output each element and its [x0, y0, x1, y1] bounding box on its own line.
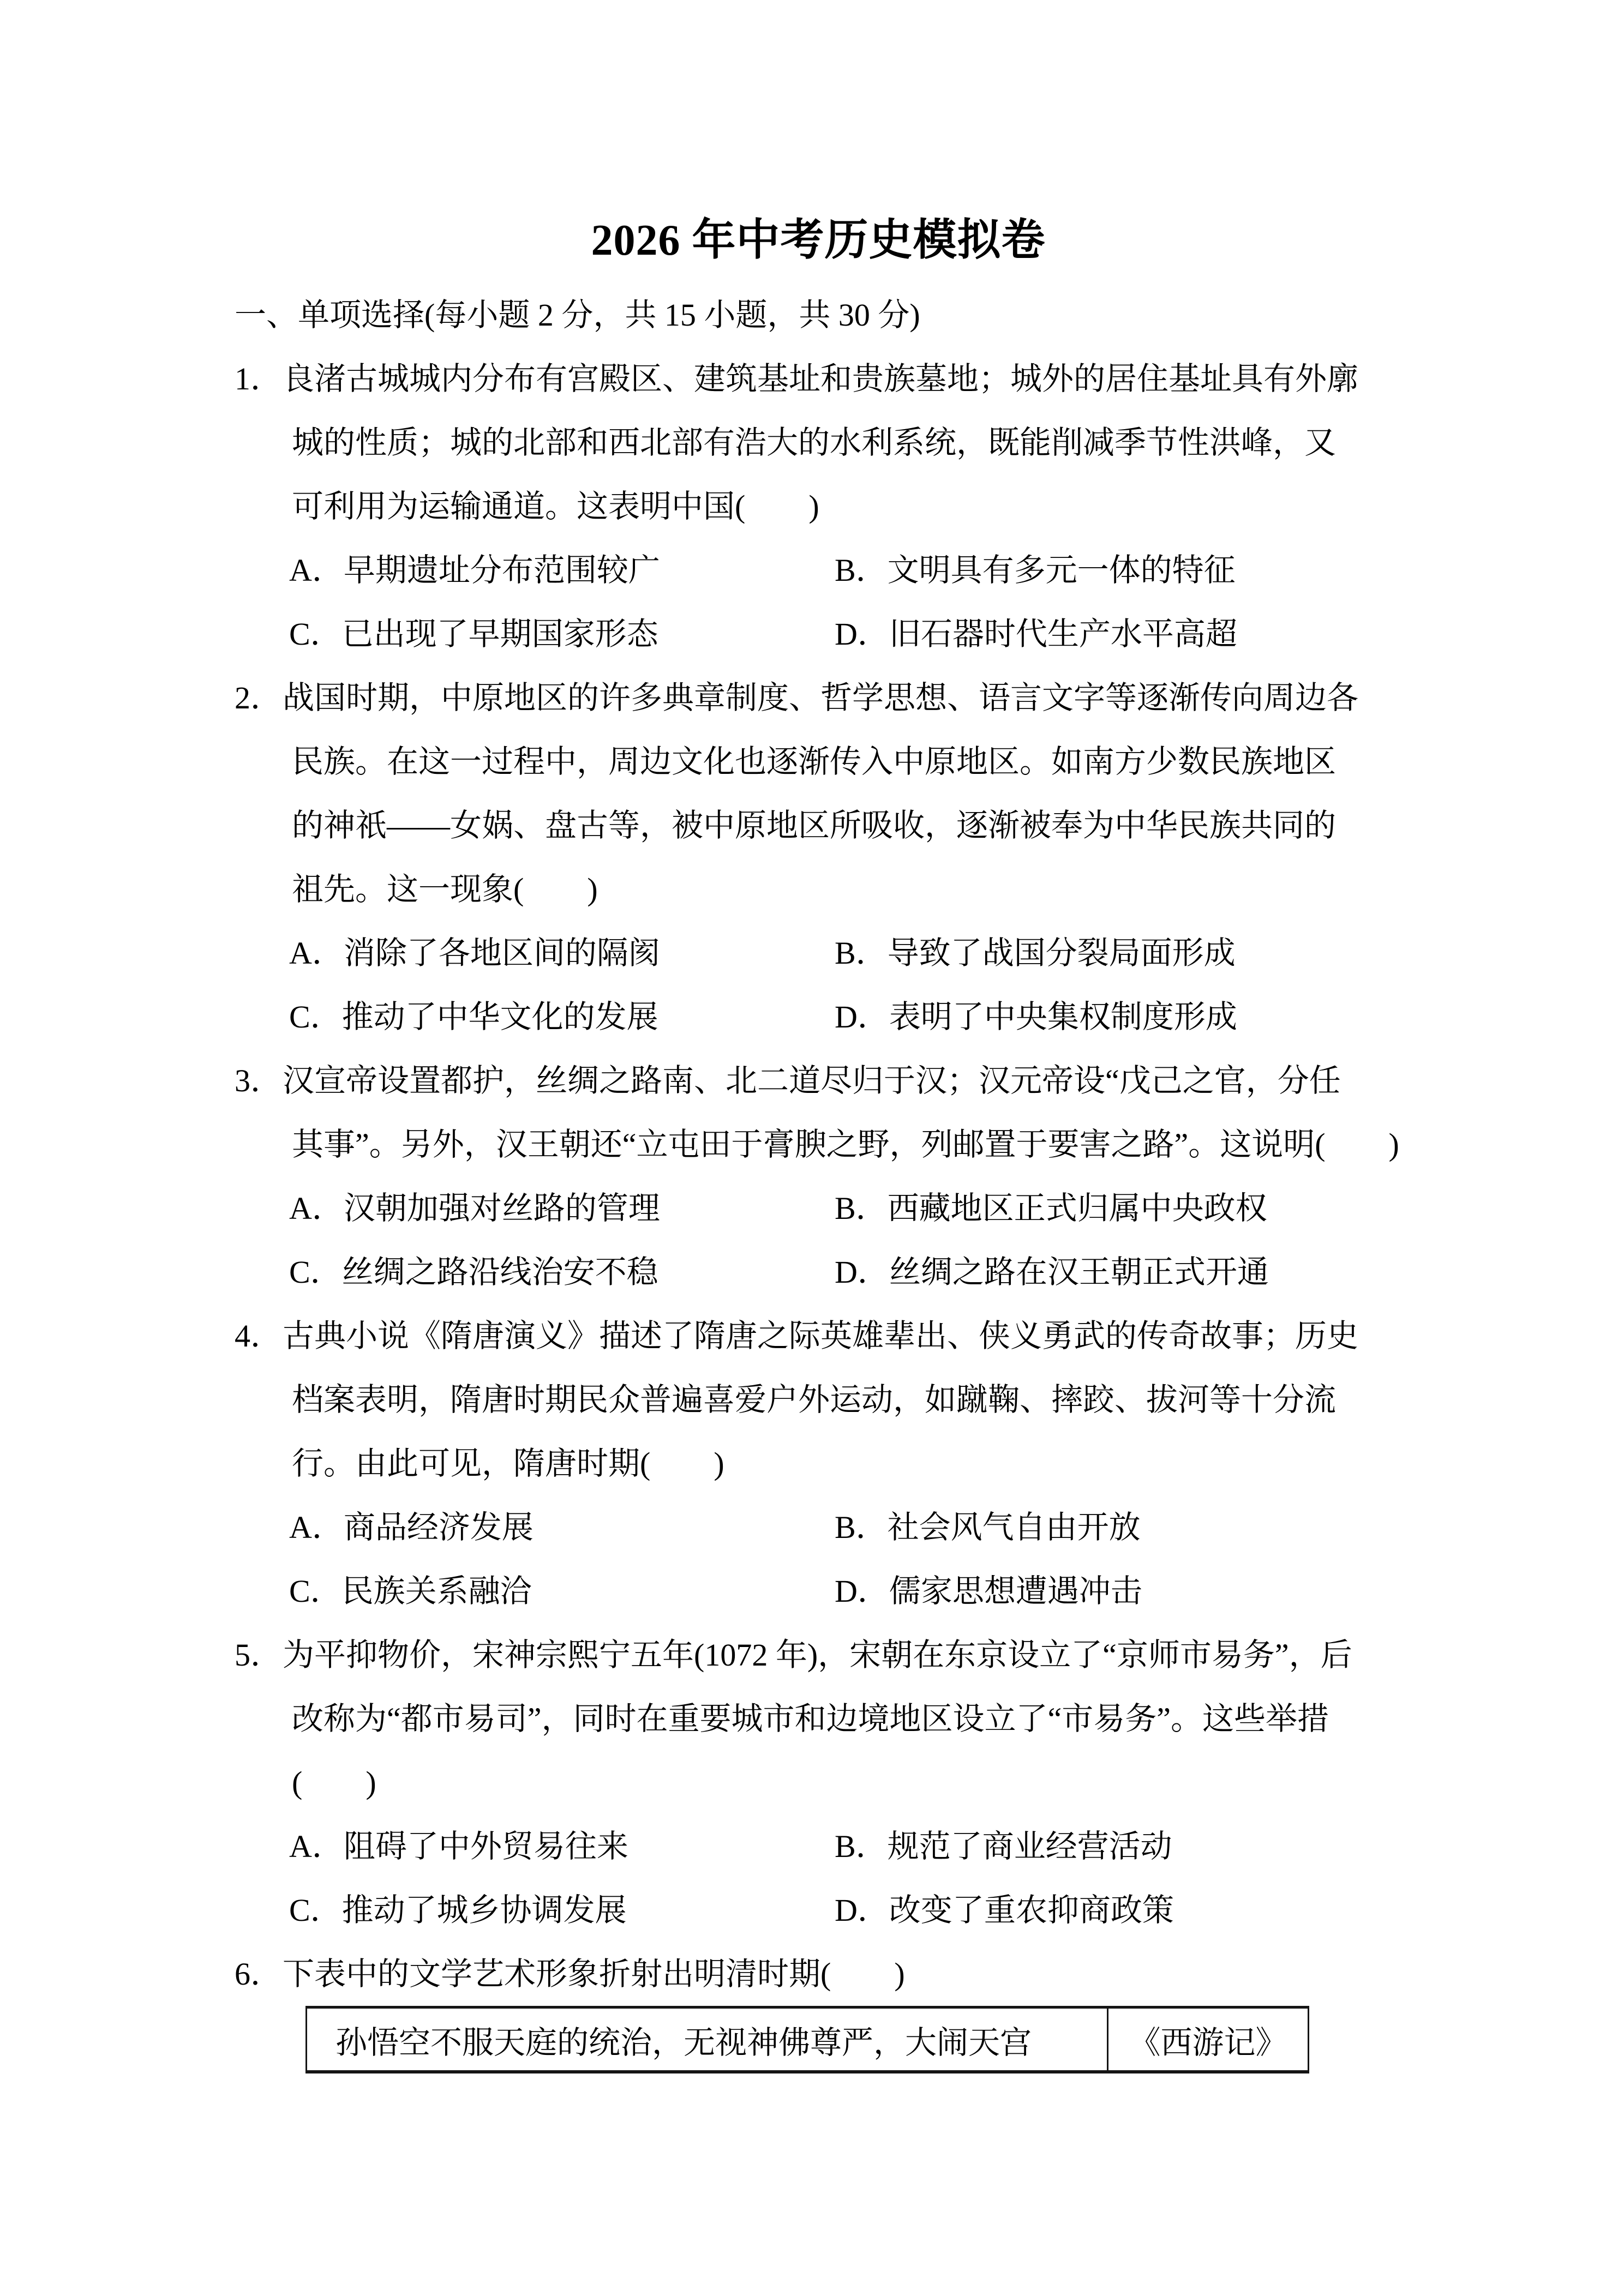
- option-b: B．导致了战国分裂局面形成: [835, 935, 1236, 971]
- option-d: D．旧石器时代生产水平高超: [835, 616, 1237, 652]
- stem-line: 民族。在这一过程中，周边文化也逐渐传入中原地区。如南方少数民族地区: [292, 744, 1337, 779]
- question-number: 5．: [235, 1637, 283, 1673]
- stem-line: [235, 1623, 1402, 1687]
- question-number: 6．: [235, 1956, 283, 1992]
- option-d: D．表明了中央集权制度形成: [835, 999, 1237, 1035]
- option-a: A．汉朝加强对丝路的管理: [289, 1191, 660, 1226]
- options-row: [235, 1240, 1402, 1304]
- stem-line: 其事”。另外，汉王朝还“立屯田于膏腴之野，列邮置于要害之路”。这说明( ): [292, 1127, 1399, 1162]
- options-row: [235, 1176, 1402, 1240]
- option-b: B．文明具有多元一体的特征: [835, 552, 1236, 588]
- option-a: A．商品经济发展: [289, 1510, 534, 1545]
- option-b: B．社会风气自由开放: [835, 1510, 1141, 1545]
- options-row: [235, 1559, 1402, 1623]
- stem-line: [235, 1049, 1402, 1113]
- stem-line: [235, 666, 1402, 730]
- options-row: [235, 538, 1402, 602]
- question-5: [235, 1623, 1402, 1942]
- option-d: D．丝绸之路在汉王朝正式开通: [835, 1254, 1269, 1290]
- question-3: [235, 1049, 1402, 1304]
- stem-text: 下表中的文学艺术形象折射出明清时期( ): [283, 1956, 905, 1992]
- option-c: C．民族关系融洽: [289, 1573, 532, 1609]
- question-number: 1．: [235, 361, 283, 396]
- options-row: [235, 602, 1402, 666]
- stem-line: ( ): [292, 1765, 376, 1800]
- options-row: [235, 985, 1402, 1049]
- table-cell-source: 《西游记》: [1108, 2008, 1309, 2072]
- stem-text: 为平抑物价，宋神宗熙宁五年(1072 年)，宋朝在东京设立了“京师市易务”，后: [283, 1637, 1352, 1673]
- option-a: A．阻碍了中外贸易往来: [289, 1829, 628, 1864]
- option-c: C．已出现了早期国家形态: [289, 616, 658, 652]
- stem-line: 改称为“都市易司”，同时在重要城市和边境地区设立了“市易务”。这些举措: [292, 1701, 1329, 1736]
- table-cell-description: 孙悟空不服天庭的统治，无视神佛尊严，大闹天宫: [307, 2008, 1108, 2072]
- options-row: [235, 1878, 1402, 1942]
- stem-line: [235, 1942, 1402, 2006]
- option-d: D．改变了重农抑商政策: [835, 1892, 1174, 1928]
- question-number: 2．: [235, 680, 283, 716]
- stem-line: 行。由此可见，隋唐时期( ): [292, 1446, 724, 1481]
- option-c: C．推动了城乡协调发展: [289, 1892, 627, 1928]
- stem-text: 战国时期，中原地区的许多典章制度、哲学思想、语言文字等逐渐传向周边各: [283, 680, 1359, 716]
- stem-line: 档案表明，隋唐时期民众普遍喜爱户外运动，如蹴鞠、摔跤、拔河等十分流: [292, 1382, 1337, 1417]
- options-row: [235, 1495, 1402, 1559]
- options-row: [235, 921, 1402, 985]
- option-a: A．消除了各地区间的隔阂: [289, 935, 660, 971]
- stem-text: 古典小说《隋唐演义》描述了隋唐之际英雄辈出、侠义勇武的传奇故事；历史: [283, 1318, 1359, 1354]
- question-1: [235, 347, 1402, 666]
- question-number: 3．: [235, 1063, 283, 1098]
- options-row: [235, 1814, 1402, 1878]
- stem-text: 汉宣帝设置都护，丝绸之路南、北二道尽归于汉；汉元帝设“戊己之官，分任: [283, 1063, 1341, 1098]
- stem-line: [235, 347, 1402, 411]
- option-c: C．丝绸之路沿线治安不稳: [289, 1254, 658, 1290]
- section-header: 一、单项选择(每小题 2 分，共 15 小题，共 30 分): [235, 297, 920, 333]
- stem-line: 的神祇——女娲、盘古等，被中原地区所吸收，逐渐被奉为中华民族共同的: [292, 808, 1337, 843]
- option-a: A．早期遗址分布范围较广: [289, 552, 660, 588]
- page-title: 2026 年中考历史模拟卷: [591, 217, 1046, 265]
- question-4: [235, 1304, 1402, 1623]
- question-6: [235, 1942, 1402, 2073]
- option-c: C．推动了中华文化的发展: [289, 999, 658, 1035]
- option-d: D．儒家思想遭遇冲击: [835, 1573, 1142, 1609]
- literary-figures-table: [305, 2006, 1309, 2073]
- stem-text: 良渚古城城内分布有宫殿区、建筑基址和贵族墓地；城外的居住基址具有外廓: [283, 361, 1359, 396]
- stem-line: 祖先。这一现象( ): [292, 871, 598, 907]
- table-row: [307, 2008, 1309, 2072]
- question-2: [235, 666, 1402, 1049]
- option-b: B．西藏地区正式归属中央政权: [835, 1191, 1267, 1226]
- question-number: 4．: [235, 1318, 283, 1354]
- stem-line: 城的性质；城的北部和西北部有浩大的水利系统，既能削减季节性洪峰，又: [292, 425, 1337, 460]
- option-b: B．规范了商业经营活动: [835, 1829, 1172, 1864]
- stem-line: [235, 1304, 1402, 1368]
- stem-line: 可利用为运输通道。这表明中国( ): [292, 489, 819, 524]
